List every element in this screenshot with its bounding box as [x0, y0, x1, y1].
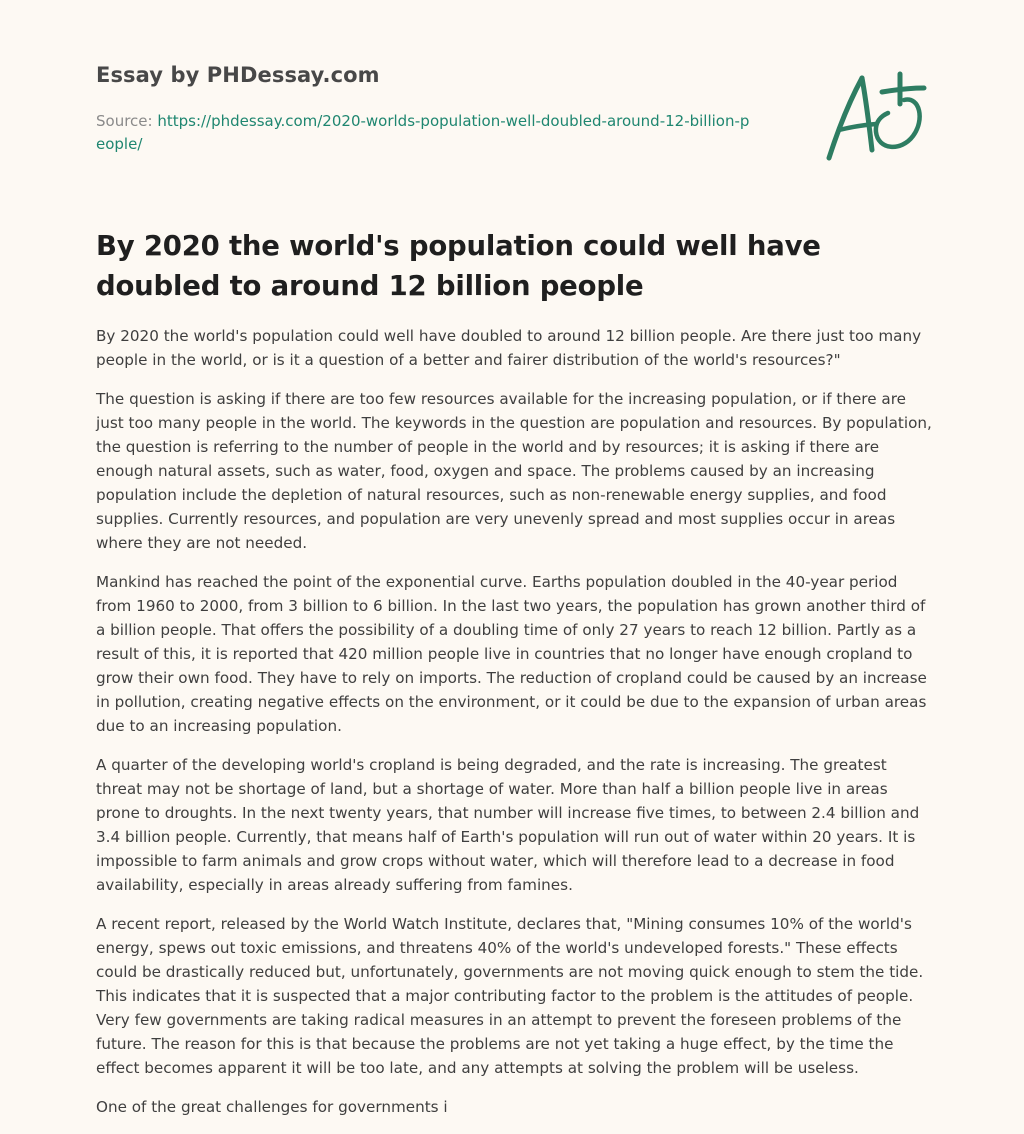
essay-body: [96, 324, 932, 1134]
essay-paragraph: One of the great challenges for governments i: [96, 1098, 448, 1116]
essay-title: By 2020 the world's population could well have doubled to around 12 billion people: [96, 230, 821, 302]
essay-paragraph: The question is asking if there are too few resources available for the increasing population, or if there are just too many people in the world. The keywords in the question are population and resources. By population, the question is referring to the number of people in the world and by resources; it is asking if there are enough natural assets, such as water, food, oxygen and space. The problems caused by an increasing population include the depletion of natural resources, such as non-renewable energy supplies, and food supplies. Currently resources, and population are very unevenly spread and most supplies occur in areas where they are not needed.: [96, 390, 932, 552]
essay-paragraph: A quarter of the developing world's cropland is being degraded, and the rate is increasing. The greatest threat may not be shortage of land, but a shortage of water. More than half a billion people live in areas prone to droughts. In the next twenty years, that number will increase five times, to between 2.4 billion and 3.4 billion people. Currently, that means half of Earth's population will run out of water within 20 years. It is impossible to farm animals and grow crops without water, which will therefore lead to a decrease in food availability, especially in areas already suffering from famines.: [96, 756, 920, 894]
essay-paragraph: By 2020 the world's population could well have doubled to around 12 billion people. Are there just too many people in the world, or is it a question of a better and fairer distribution of the world's resources?": [96, 327, 922, 369]
site-brand: Essay by PHDessay.com: [96, 63, 380, 87]
essay-paragraph: Mankind has reached the point of the exponential curve. Earths population doubled in the 40-year period from 1960 to 2000, from 3 billion to 6 billion. In the last two years, the population has grown another third of a billion people. That offers the possibility of a doubling time of only 27 years to reach 12 billion. Partly as a result of this, it is reported that 420 million people live in countries that no longer have enough cropland to grow their own food. They have to rely on imports. The reduction of cropland could be caused by an increase in pollution, creating negative effects on the environment, or it could be due to the expansion of urban areas due to an increasing population.: [96, 573, 927, 735]
source-line: [96, 110, 756, 155]
source-label: Source:: [96, 112, 158, 130]
a-plus-logo-icon: [820, 66, 930, 166]
source-link[interactable]: https://phdessay.com/2020-worlds-population-well-doubled-around-12-billion-people/: [96, 112, 750, 153]
essay-paragraph: A recent report, released by the World Watch Institute, declares that, "Mining consumes 10% of the world's energy, spews out toxic emissions, and threatens 40% of the world's undeveloped forests." These effects could be drastically reduced but, unfortunately, governments are not moving quick enough to stem the tide. This indicates that it is suspected that a major contributing factor to the problem is the attitudes of people. Very few governments are taking radical measures in an attempt to prevent the foreseen problems of the future. The reason for this is that because the problems are not yet taking a huge effect, by the time the effect becomes apparent it will be too late, and any attempts at solving the problem will be useless.: [96, 915, 924, 1077]
